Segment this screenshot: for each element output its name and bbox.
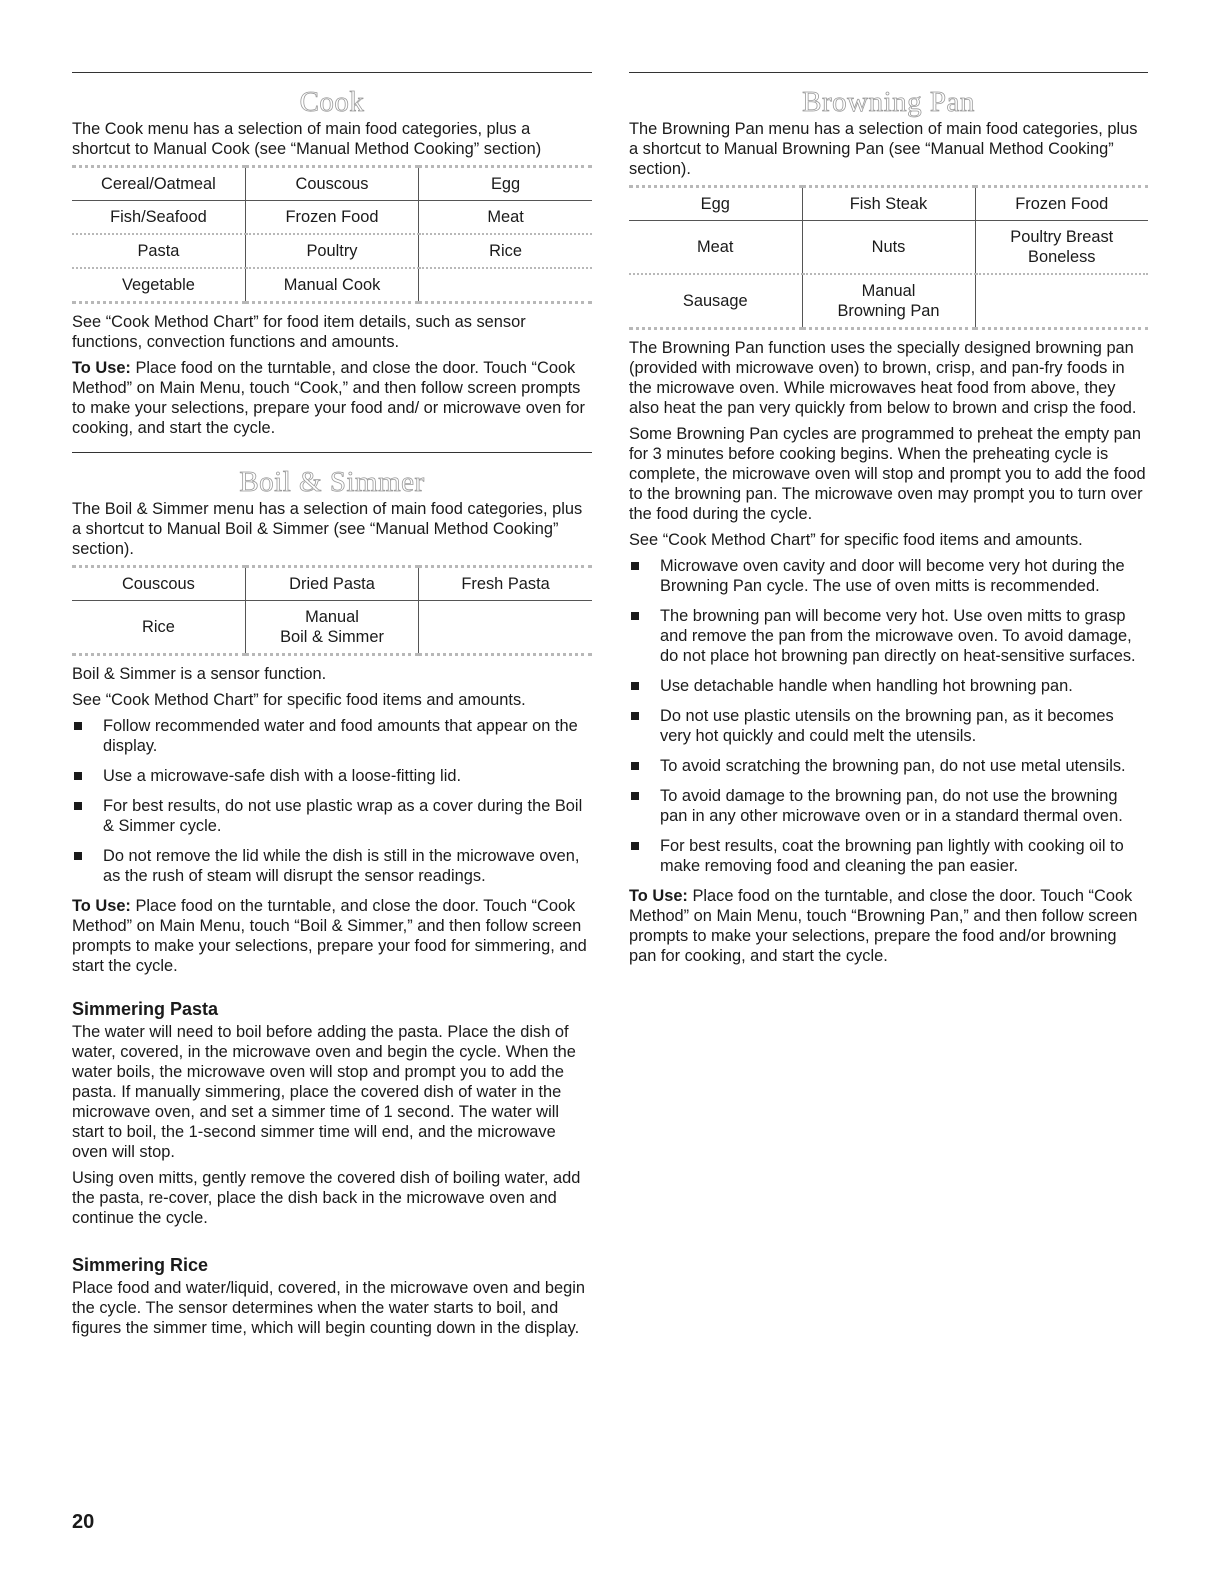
list-item [629,836,1148,876]
boil-bullet-list [72,716,592,886]
table-cell [975,274,1148,329]
cook-to-use [72,358,592,438]
boil-see-chart: See “Cook Method Chart” for specific food items and amounts. [72,691,526,709]
simmering-pasta-p2: Using oven mitts, gently remove the covered dish of boiling water, add the pasta, re-cover, place the dish back in the microwave oven and continue the cycle. [72,1169,581,1227]
list-item-text: Do not remove the lid while the dish is still in the microwave oven, as the rush of steam will disrupt the sensor readings. [103,847,580,885]
table-cell: Vegetable [72,268,245,303]
list-item [629,706,1148,746]
table-row [72,234,592,268]
bullet-square-icon [631,562,639,570]
list-item-text: To avoid scratching the browning pan, do not use metal utensils. [660,757,1126,775]
list-item [72,716,592,756]
table-cell: Egg [629,187,802,221]
page-number: 20 [72,1511,95,1533]
table-row [629,187,1148,221]
to-use-label: To Use: [72,897,131,915]
table-row [72,201,592,235]
simmering-pasta-heading: Simmering Pasta [72,999,219,1019]
table-row [72,567,592,601]
table-cell: Manual Cook [245,268,418,303]
list-item-text: Use detachable handle when handling hot browning pan. [660,677,1073,695]
simmering-pasta-p1: The water will need to boil before adding the pasta. Place the dish of water, covered, in the microwave oven and begin the cycle. When the water boils, the microwave oven will stop and prompt you to add the pasta. If manually simmering, place the covered dish of water in the microwave oven, and set a simmer time of 1 second. The water will start to boil, the 1-second simmer time will end, and the microwave oven will stop. [72,1023,576,1161]
bullet-square-icon [631,612,639,620]
list-item [72,766,592,786]
simmering-rice-heading: Simmering Rice [72,1255,209,1275]
bullet-square-icon [631,842,639,850]
list-item-text: Microwave oven cavity and door will become very hot during the Browning Pan cycle. The use of oven mitts is recommended. [660,557,1125,595]
list-item-text: For best results, do not use plastic wrap as a cover during the Boil & Simmer cycle. [103,797,583,835]
bullet-square-icon [631,712,639,720]
bullet-square-icon [631,762,639,770]
browning-bullet-list [629,556,1148,876]
list-item [629,556,1148,596]
browning-pan-title: Browning Pan [802,86,975,118]
table-row [72,601,592,655]
table-cell: Cereal/Oatmeal [72,167,245,201]
browning-menu-table [629,185,1148,330]
list-item-text: The browning pan will become very hot. Use oven mitts to grasp and remove the pan from the microwave oven. To avoid damage, do not place hot browning pan directly on heat-sensitive surfaces. [660,607,1136,665]
boil-sensor-note: Boil & Simmer is a sensor function. [72,665,327,683]
boil-intro: The Boil & Simmer menu has a selection of main food categories, plus a shortcut to Manual Boil & Simmer (see “Manual Method Cooking” section). [72,500,583,558]
table-cell [419,601,592,655]
cook-details-note: See “Cook Method Chart” for food item details, such as sensor functions, convection functions and amounts. [72,313,526,351]
list-item-text: For best results, coat the browning pan lightly with cooking oil to make removing food and cleaning the pan easier. [660,837,1124,875]
table-cell: Meat [419,201,592,235]
browning-p2: Some Browning Pan cycles are programmed to preheat the empty pan for 3 minutes before cooking begins. When the preheating cycle is complete, the microwave oven will stop and prompt you to add the food to the browning pan. The microwave oven may prompt you to turn over the food during the cycle. [629,425,1146,523]
bullet-square-icon [74,722,82,730]
table-cell: Poultry Breast Boneless [975,221,1148,275]
table-row [629,221,1148,275]
boil-simmer-title: Boil & Simmer [239,466,425,498]
table-row [72,167,592,201]
table-cell: Pasta [72,234,245,268]
table-cell: Nuts [802,221,975,275]
table-cell: Frozen Food [975,187,1148,221]
list-item-text: Follow recommended water and food amounts that appear on the display. [103,717,578,755]
list-item-text: Use a microwave-safe dish with a loose-fitting lid. [103,767,462,785]
section-rule [629,72,1148,73]
to-use-text: Place food on the turntable, and close the door. Touch “Cook Method” on Main Menu, touch “Boil & Simmer,” and then follow screen prompts to make your selections, prepare your food for simmering, and start the cycle. [72,897,587,975]
table-cell: Egg [419,167,592,201]
boil-menu-table [72,565,592,656]
bullet-square-icon [74,852,82,860]
list-item-text: Do not use plastic utensils on the browning pan, as it becomes very hot quickly and could melt the utensils. [660,707,1114,745]
list-item [629,756,1148,776]
table-cell: Couscous [72,567,245,601]
table-cell: Fish Steak [802,187,975,221]
browning-to-use [629,886,1148,966]
table-cell: Rice [419,234,592,268]
bullet-square-icon [631,792,639,800]
table-cell: Manual Boil & Simmer [245,601,418,655]
to-use-label: To Use: [629,887,688,905]
list-item [629,606,1148,666]
table-cell: Fresh Pasta [419,567,592,601]
to-use-label: To Use: [72,359,131,377]
browning-p1: The Browning Pan function uses the specially designed browning pan (provided with microwave oven) to brown, crisp, and pan-fry foods in the microwave oven. While microwaves heat food from above, they also heat the pan very quickly from below to brown and crisp the food. [629,339,1137,417]
bullet-square-icon [631,682,639,690]
table-cell: Meat [629,221,802,275]
to-use-text: Place food on the turntable, and close the door. Touch “Cook Method” on Main Menu, touch “Cook,” and then follow screen prompts to make your selections, prepare your food and/ or microwave oven for cooking, and start the cycle. [72,359,585,437]
table-cell: Manual Browning Pan [802,274,975,329]
to-use-text: Place food on the turntable, and close the door. Touch “Cook Method” on Main Menu, touch “Browning Pan,” and then follow screen prompts to make your selections, prepare the food and/or browning pan for cooking, and start the cycle. [629,887,1138,965]
section-rule [72,72,592,73]
section-rule [72,452,592,453]
list-item [629,786,1148,826]
bullet-square-icon [74,772,82,780]
table-cell: Rice [72,601,245,655]
right-column [629,0,1148,972]
bullet-square-icon [74,802,82,810]
cook-intro: The Cook menu has a selection of main food categories, plus a shortcut to Manual Cook (see “Manual Method Cooking” section) [72,120,542,158]
browning-see-chart: See “Cook Method Chart” for specific food items and amounts. [629,531,1083,549]
list-item [629,676,1148,696]
table-cell [419,268,592,303]
left-column [72,0,592,1344]
list-item [72,846,592,886]
cook-menu-table [72,165,592,304]
list-item [72,796,592,836]
table-cell: Poultry [245,234,418,268]
table-cell: Sausage [629,274,802,329]
table-cell: Fish/Seafood [72,201,245,235]
list-item-text: To avoid damage to the browning pan, do not use the browning pan in any other microwave oven or in a standard thermal oven. [660,787,1123,825]
table-cell: Couscous [245,167,418,201]
browning-intro: The Browning Pan menu has a selection of main food categories, plus a shortcut to Manual Browning Pan (see “Manual Method Cooking” section). [629,120,1138,178]
cook-title: Cook [299,86,365,118]
table-row [629,274,1148,329]
table-cell: Frozen Food [245,201,418,235]
simmering-rice-p1: Place food and water/liquid, covered, in the microwave oven and begin the cycle. The sensor determines when the water starts to boil, and figures the simmer time, which will begin counting down in the display. [72,1279,585,1337]
boil-to-use [72,896,592,976]
table-cell: Dried Pasta [245,567,418,601]
table-row [72,268,592,303]
